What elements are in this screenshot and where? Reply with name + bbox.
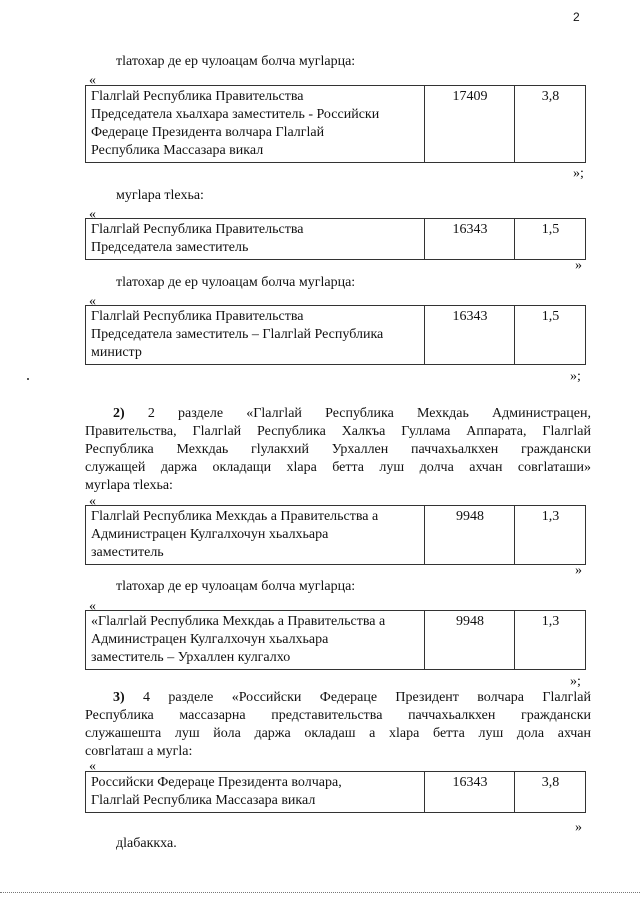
row-3-line: министр — [91, 345, 142, 360]
open-quote-4: « — [89, 494, 96, 509]
table-row-5 — [85, 610, 586, 670]
text-line-1: тӏатохар де ер чулоацам болча мугӏарца: — [116, 54, 356, 69]
row-3-line: Гӏалгӏай Республика Правительства — [91, 309, 304, 324]
paragraph-3-line: 3) 4 разделе «Российски Федераце Президент волчара Гӏалгӏай — [113, 690, 592, 705]
paragraph-3-line: Республика массазарна представительства паччахьалкхен граждански — [85, 708, 591, 723]
row-5-description — [86, 611, 425, 670]
open-quote-5: « — [89, 599, 96, 614]
row-4-value: 9948 — [425, 506, 515, 565]
row-6-description — [86, 772, 425, 813]
row-2-line: Гӏалгӏай Республика Правительства — [91, 222, 304, 237]
close-quote-3: »; — [570, 369, 581, 384]
row-6-line: Российски Федераце Президента волчара, — [91, 775, 342, 790]
paragraph-2-number: 2) — [113, 406, 125, 421]
row-5-line: заместитель – Урхаллен кулгалхо — [91, 650, 291, 665]
paragraph-2-line: Республика Мехкдаь гӏулакхий Урхаллен паччахьалкхен граждански — [85, 442, 591, 457]
paragraph-2-line: 2) 2 разделе «Гӏалгӏай Республика Мехкдаь Администрацен, — [113, 406, 591, 421]
row-2-value: 16343 — [425, 219, 515, 260]
row-4-coef: 1,3 — [515, 506, 586, 565]
open-quote-6: « — [89, 759, 96, 774]
row-1-line: Республика Массазара викал — [91, 143, 264, 158]
text-line-4: тӏатохар де ер чулоацам болча мугӏарца: — [116, 579, 356, 594]
row-4-description — [86, 506, 425, 565]
row-3-description — [86, 306, 425, 365]
row-4-line: заместитель — [91, 545, 164, 560]
open-quote-1: « — [89, 73, 96, 88]
table-row-2 — [85, 218, 586, 260]
paragraph-2-line: мугӏара тӏехьа: — [85, 478, 173, 493]
row-6-coef: 3,8 — [515, 772, 586, 813]
row-3-value: 16343 — [425, 306, 515, 365]
row-3-coef: 1,5 — [515, 306, 586, 365]
row-5-value: 9948 — [425, 611, 515, 670]
row-4-line: Администрацен Кулгалхочун хьалхьара — [91, 527, 329, 542]
row-4-line: Гӏалгӏай Республика Мехкдаь а Правительства а — [91, 509, 379, 524]
text-line-5: дӏабаккха. — [116, 836, 177, 851]
row-6-value: 16343 — [425, 772, 515, 813]
row-1-coef: 3,8 — [515, 86, 586, 163]
open-quote-3: « — [89, 294, 96, 309]
close-quote-4: » — [575, 563, 582, 578]
row-2-line: Председатела заместитель — [91, 240, 249, 255]
close-quote-2: » — [575, 258, 582, 273]
paragraph-2-line: Правительства, Гӏалгӏай Республика Халкъа Гуллама Аппарата, Гӏалгӏай — [85, 424, 591, 439]
row-5-line: «Гӏалгӏай Республика Мехкдаь а Правительства а — [91, 614, 386, 629]
text-line-2: мугӏара тӏехьа: — [116, 188, 204, 203]
open-quote-2: « — [89, 207, 96, 222]
row-6-line: Гӏалгӏай Республика Массазара викал — [91, 793, 316, 808]
text-line-3: тӏатохар де ер чулоацам болча мугӏарца: — [116, 275, 356, 290]
close-quote-1: »; — [573, 166, 584, 181]
paragraph-3 — [85, 689, 591, 761]
row-1-description — [86, 86, 425, 163]
paragraph-2 — [85, 405, 591, 495]
paragraph-3-line: служашешта луш йола даржа окладаш а хӏара бетта луш дола ахчан — [85, 726, 591, 741]
row-2-coef: 1,5 — [515, 219, 586, 260]
close-quote-6: » — [575, 820, 582, 835]
table-row-6 — [85, 771, 586, 813]
paragraph-3-number: 3) — [113, 690, 125, 705]
page-number: 2 — [573, 10, 580, 24]
paragraph-2-line: служащей даржа окладащи хӏара бетта луш долча ахчан совгӏаташи» — [85, 460, 591, 475]
table-row-1 — [85, 85, 586, 163]
table-row-3 — [85, 305, 586, 365]
close-quote-5: »; — [570, 674, 581, 689]
row-1-line: Председатела хьалхара заместитель - Российски — [91, 107, 380, 122]
footer-divider — [0, 892, 640, 893]
paragraph-3-line: совгӏаташ а мугӏа: — [85, 744, 193, 759]
row-3-line: Председатела заместитель – Гӏалгӏай Республика — [91, 327, 384, 342]
row-5-line: Администрацен Кулгалхочун хьалхьара — [91, 632, 329, 647]
row-5-coef: 1,3 — [515, 611, 586, 670]
scan-speck — [27, 378, 29, 380]
row-2-description — [86, 219, 425, 260]
table-row-4 — [85, 505, 586, 565]
row-1-line: Гӏалгӏай Республика Правительства — [91, 89, 304, 104]
row-1-line: Федераце Президента волчара Гӏалгӏай — [91, 125, 325, 140]
row-1-value: 17409 — [425, 86, 515, 163]
